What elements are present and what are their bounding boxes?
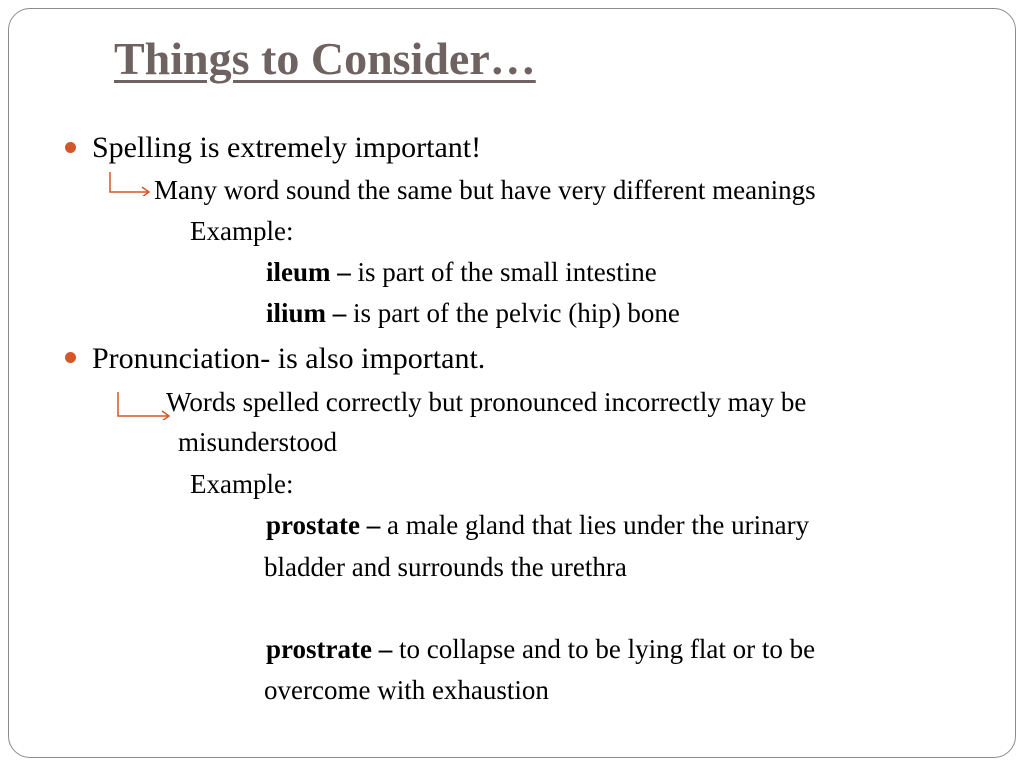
spelling-detail: Many word sound the same but have very different meanings	[154, 175, 816, 205]
example-definition: to collapse and to be lying flat or to be	[392, 634, 816, 664]
example-prostate-line1	[266, 510, 809, 541]
spelling-example-label: Example:	[190, 216, 294, 246]
section-heading-pronunciation: Pronunciation- is also important.	[92, 342, 486, 375]
example-ilium	[266, 298, 680, 329]
example-definition: is part of the pelvic (hip) bone	[346, 298, 680, 328]
example-prostate-line2: bladder and surrounds the urethra	[264, 552, 627, 582]
slide-title: Things to Consider…	[114, 33, 536, 84]
example-prostrate-line2: overcome with exhaustion	[264, 675, 549, 705]
arrow-icon	[108, 170, 154, 196]
example-definition: a male gland that lies under the urinary	[380, 510, 810, 540]
example-prostrate-line1	[266, 634, 815, 665]
bullet-icon	[65, 142, 76, 153]
section-heading-spelling: Spelling is extremely important!	[92, 131, 482, 164]
example-term: prostate –	[266, 510, 381, 540]
example-definition: is part of the small intestine	[350, 257, 657, 287]
pronunciation-example-label: Example:	[190, 469, 294, 499]
example-term: ilium –	[266, 298, 347, 328]
pronunciation-detail-line2: misunderstood	[178, 427, 337, 457]
bullet-icon	[65, 352, 76, 363]
example-term: prostrate –	[266, 634, 393, 664]
example-term: ileum –	[266, 257, 351, 287]
example-ileum	[266, 257, 657, 288]
pronunciation-detail-line1: Words spelled correctly but pronounced incorrectly may be	[166, 387, 807, 417]
